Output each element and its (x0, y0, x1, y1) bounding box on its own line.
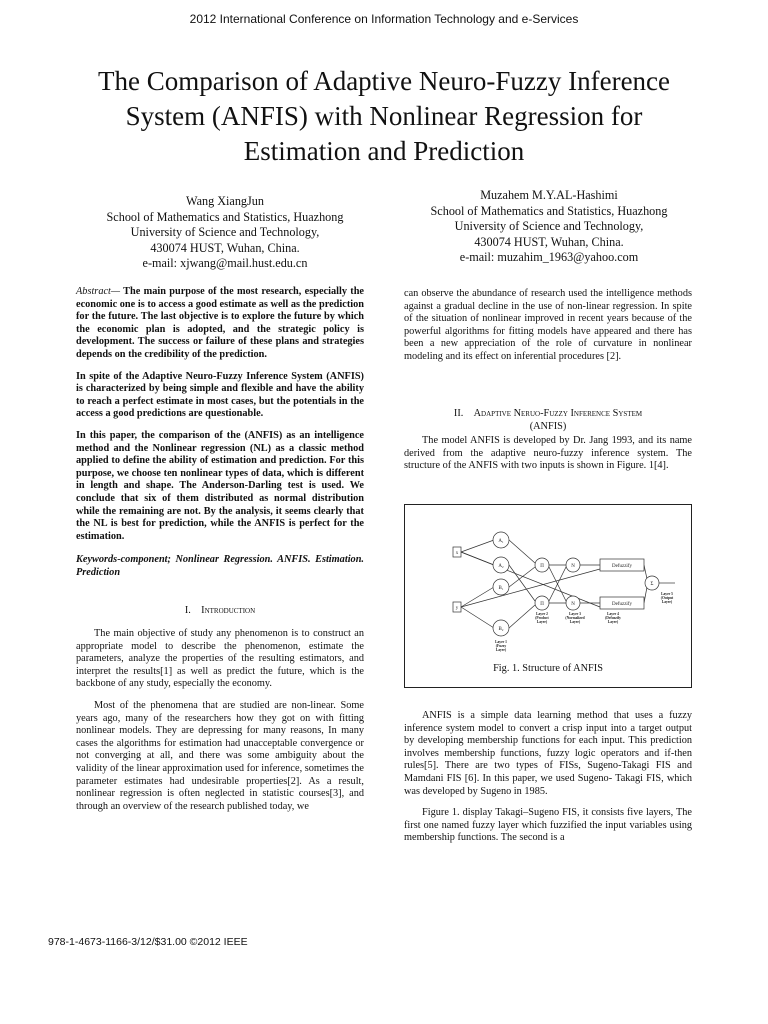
node-label: A₁ (498, 539, 504, 544)
node-label: Π (540, 564, 544, 569)
layer-label: Layer 5 (661, 592, 673, 596)
title-line: The Comparison of Adaptive Neuro-Fuzzy Inference (97, 66, 671, 96)
copyright-footer: 978-1-4673-1166-3/12/$31.00 ©2012 IEEE (48, 936, 248, 948)
edge (461, 552, 600, 607)
edge (644, 587, 647, 603)
node-label: Π (540, 602, 544, 607)
author-address: 430074 HUST, Wuhan, China. (474, 234, 624, 249)
layer-label: (Product (535, 616, 549, 620)
author-affiliation: University of Science and Technology, (130, 225, 320, 240)
section-title: Adaptive Neruo-Fuzzy Inference System (473, 408, 643, 419)
abstract-label: Abstract— (76, 286, 121, 297)
edge (461, 607, 494, 628)
body-paragraph: Most of the phenomena that are studied are non-linear. Some years ago, many of the researchers how they got on with fitting nonlinear models. They are depressing for many reasons, In many cases the algorithms for estimation had unacceptable convergence or not converging at all, and there was some ambiguity about the validity of the linear approximation used for inference, sometimes the parameter estimates had undesirable properties[2]. As a result, nonlinear regression is often neglected in statistic courses[3], and through an overview of the research published today, we (76, 700, 364, 812)
abstract-paragraph (76, 286, 364, 362)
layer-label: Layer) (607, 620, 619, 624)
body-paragraph: The main objective of study any phenomenon is to construct an appropriate model to describe the phenomenon, estimate the parameters, analyze the properties of the resulting estimators, and interpret the results[1] as well as predict the future, which is the backbone of any study, especially the economy. (76, 628, 364, 690)
title-line: Estimation and Prediction (243, 136, 525, 166)
edge (461, 587, 494, 607)
left-column (76, 286, 364, 813)
layer-label: Layer 4 (607, 612, 619, 616)
figure-caption: Fig. 1. Structure of ANFIS (493, 663, 603, 674)
layer-label: (Defuzzify (605, 616, 621, 620)
layer-label: Layer) (536, 620, 548, 624)
layer-label: Layer) (495, 648, 507, 652)
abstract-paragraph: In spite of the Adaptive Neuro-Fuzzy Inference System (ANFIS) is characterized by being simple and flexible and have the ability to reach a perfect estimate in most cases, but the potentials in the access a good predictions are questionable. (76, 370, 364, 420)
input-label: x (455, 551, 459, 556)
input-label: y (455, 606, 459, 611)
layer-label: Layer 1 (495, 640, 507, 644)
body-paragraph: Figure 1. display Takagi–Sugeno FIS, it consists five layers, The first one named fuzzy layer which fuzzified the input variables using membership functions. The second is a (404, 807, 692, 844)
section-title: Introduction (201, 605, 256, 617)
node-label: Σ (650, 582, 654, 587)
section-heading (76, 605, 364, 618)
node-label: N (571, 564, 575, 569)
author-email: e-mail: muzahim_1963@yahoo.com (459, 250, 639, 265)
conference-header: 2012 International Conference on Information Technology and e-Services (189, 12, 579, 26)
layer-label: (Normalized (565, 616, 585, 620)
title-line: System (ANFIS) with Nonlinear Regression for (125, 101, 643, 131)
diagram-connections (461, 540, 675, 628)
abstract-paragraph: In this paper, the comparison of the (ANFIS) as an intelligence method and the Nonlinear regression (NL) as a classic method applied to define the ability of estimation and prediction. For this purpose, we choose ten nonlinear types of data, which is different in length and shape. The Anderson-Darling test is used. We conclude that six of them distributed as normal distribution while the remaining are not. By the analysis, it seems clearly that the NL is best for prediction, while the ANFIS is perfect for the estimation. (76, 429, 364, 542)
section-subtitle: (ANFIS) (529, 420, 567, 432)
anfis-diagram (405, 507, 691, 657)
author-affiliation: School of Mathematics and Statistics, Huazhong (430, 203, 668, 218)
node-label: Defuzzify (612, 602, 632, 607)
edge (509, 605, 535, 628)
section-number: II. (453, 408, 464, 419)
paper-title (40, 64, 728, 169)
right-column-bottom (404, 710, 692, 845)
author-name: Muzahem M.Y.AL-Hashimi (480, 188, 618, 202)
body-paragraph: ANFIS is a simple data learning method that uses a fuzzy inference system model to convert a crisp input into a target output by developing membership functions for each input. This prediction involves membership functions, fuzzy logic operators and if-then rules[5]. There are two types of FISs, Sugeno-Takagi FIS and Mamdani FIS [6]. In this paper, we used Sugeno- Takagi FIS, which was developed by Sugeno in 1985. (404, 710, 692, 797)
author-name: Wang XiangJun (186, 194, 264, 208)
node-label: A₂ (498, 564, 504, 569)
abstract-text: The main purpose of the most research, especially the economic one is to access a good estimate as well as the prediction for the future. The last objective is to explore the future by which the economic plan is adopted, and the strategic policy is development. The success or failure of these plans and strategies depends on the credibility of the prediction. (76, 286, 364, 360)
section-number: I. (184, 605, 191, 617)
node-label: N (571, 602, 575, 607)
author-affiliation: School of Mathematics and Statistics, Huazhong (106, 209, 344, 224)
edge (509, 540, 535, 563)
body-paragraph: The model ANFIS is developed by Dr. Jang 1993, and its name derived from the adaptive neuro-fuzzy inference system. The structure of the ANFIS with two inputs is shown in Figure. 1[4]. (404, 435, 692, 472)
body-paragraph: can observe the abundance of research used the intelligence methods against a gradual decline in the use of non-linear regression. In spite of the situation of nonlinear improved in recent years because of the powerful algorithms for fitting models have appeared and there has been a new appreciation of the role of curvature in nonlinear modeling and its effect on inferential procedures [2]. (404, 288, 692, 362)
author-email: e-mail: xjwang@mail.hust.edu.cn (142, 256, 308, 271)
figure-anfis-structure (404, 504, 692, 688)
layer-label: Layer) (661, 600, 673, 604)
edge (644, 565, 647, 579)
keywords: Keywords-component; Nonlinear Regression. ANFIS. Estimation. Prediction (76, 554, 364, 578)
section-heading (404, 408, 692, 433)
author-address: 430074 HUST, Wuhan, China. (150, 240, 300, 255)
author-block-1 (60, 194, 390, 272)
node-label: B₁ (498, 586, 504, 591)
layer-label: (Fuzzy (495, 644, 507, 648)
author-block-2 (384, 188, 714, 266)
edge (461, 540, 494, 552)
layer-label: Layer 2 (536, 612, 548, 616)
author-affiliation: University of Science and Technology, (454, 219, 644, 234)
right-column-top (404, 288, 692, 364)
layer-label: (Output (660, 596, 674, 600)
layer-label: Layer) (569, 620, 581, 624)
right-column-section2 (404, 408, 692, 473)
layer-label: Layer 3 (569, 612, 581, 616)
node-label: Defuzzify (612, 564, 632, 569)
node-label: B₂ (498, 627, 504, 632)
